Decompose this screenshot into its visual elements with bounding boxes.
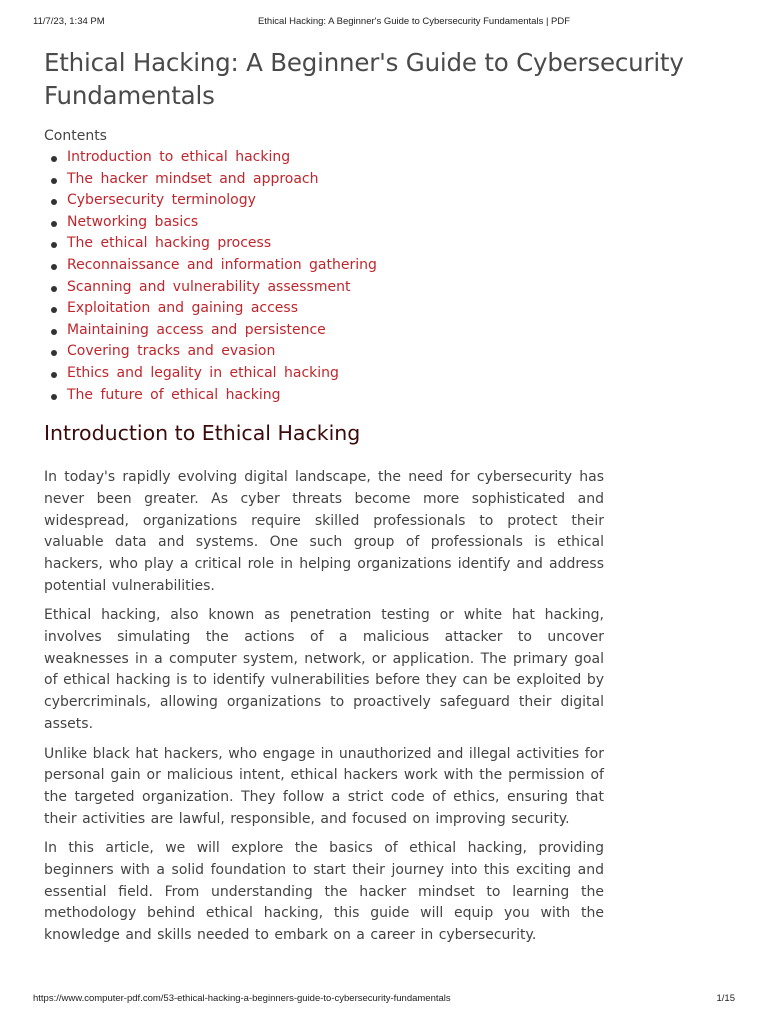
article-body	[44, 467, 604, 947]
bullet-icon	[51, 156, 57, 162]
contents-label: Contents	[44, 128, 107, 144]
paragraph: Unlike black hat hackers, who engage in unauthorized and illegal activities for personal gain or malicious intent, ethical hackers work with the permission of the targeted organization. They follow a strict code of ethics, ensuring that their activities are lawful, responsible, and focused on improving security.	[44, 745, 604, 827]
toc-link-future[interactable]: The future of ethical hacking	[67, 386, 281, 403]
print-url: https://www.computer-pdf.com/53-ethical-hacking-a-beginners-guide-to-cybersecurity-fundamentals	[33, 993, 451, 1004]
toc-link-process[interactable]: The ethical hacking process	[67, 235, 272, 252]
paragraph: In today's rapidly evolving digital landscape, the need for cybersecurity has never been greater. As cyber threats become more sophisticated and widespread, organizations require skilled professionals to protect their valuable data and systems. One such group of professionals is ethical hackers, who play a critical role in helping organizations identify and address potential vulnerabilities.	[44, 469, 604, 594]
bullet-icon	[51, 286, 57, 292]
toc-item	[44, 233, 604, 255]
page-number: 1/15	[716, 993, 735, 1004]
toc-item	[44, 212, 604, 234]
toc-link-reconnaissance[interactable]: Reconnaissance and information gathering	[67, 256, 377, 273]
section-heading: Introduction to Ethical Hacking	[44, 421, 361, 446]
toc-item	[44, 363, 604, 385]
print-header	[33, 16, 735, 30]
document-content	[44, 46, 684, 955]
paragraph: Ethical hacking, also known as penetration testing or white hat hacking, involves simulating the actions of a malicious attacker to uncover weaknesses in a computer system, network, or application. The primary goal of ethical hacking is to identify vulnerabilities before they can be exploited by cybercriminals, allowing organizations to proactively safeguard their digital assets.	[44, 607, 604, 732]
toc-item	[44, 190, 604, 212]
page-title: Ethical Hacking: A Beginner's Guide to Cybersecurity Fundamentals	[44, 48, 684, 110]
bullet-icon	[51, 221, 57, 227]
toc-link-scanning[interactable]: Scanning and vulnerability assessment	[67, 278, 351, 295]
toc-link-terminology[interactable]: Cybersecurity terminology	[67, 192, 256, 209]
toc-link-exploitation[interactable]: Exploitation and gaining access	[67, 300, 298, 317]
toc-item	[44, 169, 604, 191]
toc-link-persistence[interactable]: Maintaining access and persistence	[67, 321, 326, 338]
toc-link-hacker-mindset[interactable]: The hacker mindset and approach	[67, 170, 319, 187]
toc-item	[44, 277, 604, 299]
toc-item	[44, 320, 604, 342]
toc-item	[44, 298, 604, 320]
bullet-icon	[51, 329, 57, 335]
toc-link-networking[interactable]: Networking basics	[67, 213, 199, 230]
print-datetime: 11/7/23, 1:34 PM	[33, 16, 105, 27]
paragraph: In this article, we will explore the basics of ethical hacking, providing beginners with a solid foundation to start their journey into this exciting and essential field. From understanding the hacker mindset to learning the methodology behind ethical hacking, this guide will equip you with the knowledge and skills needed to embark on a career in cybersecurity.	[44, 840, 604, 944]
toc-item	[44, 385, 604, 407]
bullet-icon	[51, 242, 57, 248]
print-footer	[33, 993, 735, 1007]
bullet-icon	[51, 264, 57, 270]
bullet-icon	[51, 199, 57, 205]
toc-link-introduction[interactable]: Introduction to ethical hacking	[67, 149, 291, 165]
toc-link-covering-tracks[interactable]: Covering tracks and evasion	[67, 343, 276, 360]
toc-item	[44, 147, 604, 169]
bullet-icon	[51, 394, 57, 400]
toc-link-ethics[interactable]: Ethics and legality in ethical hacking	[67, 364, 339, 381]
print-page-title: Ethical Hacking: A Beginner's Guide to Cybersecurity Fundamentals | PDF	[257, 16, 571, 27]
bullet-icon	[51, 178, 57, 184]
toc-item	[44, 341, 604, 363]
toc-item	[44, 255, 604, 277]
bullet-icon	[51, 307, 57, 313]
table-of-contents	[44, 147, 604, 406]
bullet-icon	[51, 350, 57, 356]
bullet-icon	[51, 372, 57, 378]
